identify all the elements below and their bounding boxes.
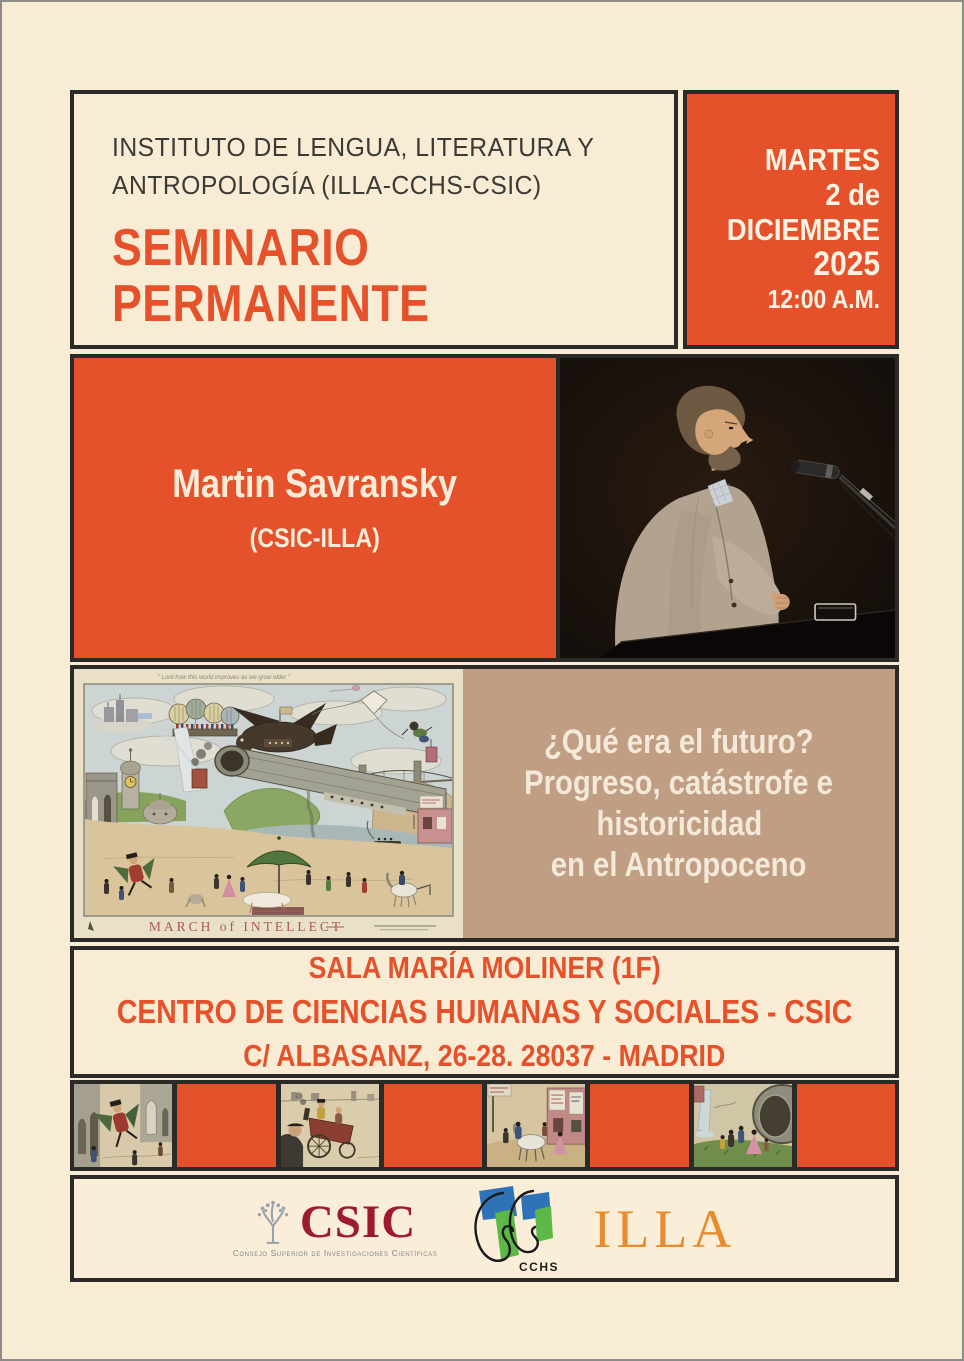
venue-block	[70, 946, 899, 1078]
venue-room: SALA MARÍA MOLINER (1F)	[308, 950, 661, 985]
talk-title-panel	[463, 669, 895, 938]
filmstrip-spacer-1	[177, 1084, 275, 1167]
institute-name-line1: INSTITUTO DE LENGUA, LITERATURA Y	[112, 132, 595, 162]
csic-subtitle: Consejo Superior de Investigaciones Científicas	[232, 1248, 438, 1258]
csic-wordmark: CSIC	[299, 1196, 417, 1248]
series-title-line2: PERMANENTE	[112, 275, 430, 333]
speaker-photo-image	[560, 358, 895, 658]
venue-address: C/ ALBASANZ, 26-28. 28037 - MADRID	[243, 1038, 726, 1073]
date-year: 2025	[813, 245, 880, 283]
illa-logo: ILLA	[593, 1198, 737, 1259]
filmstrip-thumbnail-1	[74, 1084, 172, 1167]
venue-center: CENTRO DE CIENCIAS HUMANAS Y SOCIALES - CSIC	[116, 993, 853, 1030]
date-day: 2 de	[825, 177, 880, 212]
csic-tree-icon	[254, 1199, 292, 1245]
cchs-wordmark: CCHS	[519, 1259, 560, 1274]
talk-title-line3: historicidad	[596, 804, 762, 843]
date-weekday: MARTES	[764, 142, 880, 177]
print-top-caption: " Lord how this world improves as we grow older "	[157, 675, 291, 681]
speaker-name: Martin Savransky	[172, 462, 458, 506]
filmstrip-thumbnail-3	[487, 1084, 585, 1167]
filmstrip	[70, 1080, 899, 1171]
logos-block	[70, 1175, 899, 1282]
glass-object	[815, 604, 855, 620]
speaker-row	[70, 354, 899, 662]
header-block	[70, 90, 678, 349]
speaker-affiliation: (CSIC-ILLA)	[249, 523, 381, 553]
talk-title-row	[70, 665, 899, 942]
filmstrip-spacer-2	[384, 1084, 482, 1167]
date-box	[683, 90, 899, 349]
date-month: DICIEMBRE	[726, 212, 880, 247]
talk-title-line1: ¿Qué era el futuro?	[544, 722, 814, 761]
speaker-box	[74, 358, 560, 658]
filmstrip-thumbnail-2	[281, 1084, 379, 1167]
date-time: 12:00 A.M.	[767, 284, 880, 314]
talk-title-line2: Progreso, catástrofe e	[524, 763, 834, 802]
march-of-intellect-illustration	[74, 669, 463, 938]
csic-logo	[232, 1196, 438, 1258]
filmstrip-thumbnail-4	[694, 1084, 792, 1167]
filmstrip-spacer-3	[590, 1084, 688, 1167]
filmstrip-spacer-4	[797, 1084, 895, 1167]
print-bottom-caption: MARCH of INTELLECT	[148, 919, 344, 934]
series-title	[112, 220, 674, 332]
talk-title-line4: en el Antropoceno	[551, 845, 807, 884]
series-title-line1: SEMINARIO	[112, 219, 370, 277]
speaker-photo	[560, 358, 895, 658]
march-of-intellect-print	[74, 669, 463, 938]
cchs-logo	[463, 1183, 567, 1275]
institute-name-line2: ANTROPOLOGÍA (ILLA-CCHS-CSIC)	[112, 170, 542, 200]
